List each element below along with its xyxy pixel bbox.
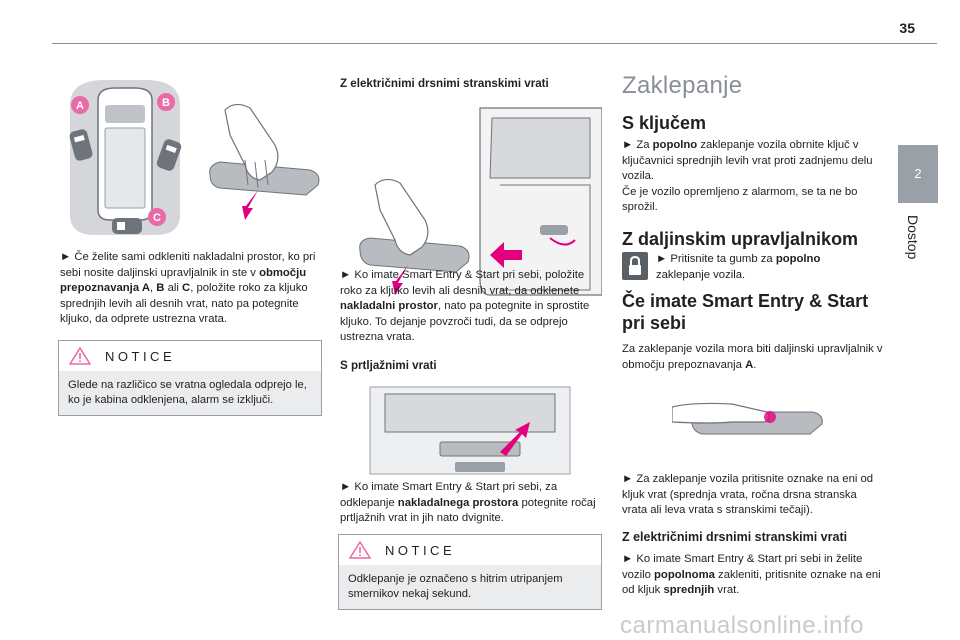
key-fob-rear-icon [112, 218, 142, 234]
chapter-label: Dostop [905, 215, 921, 260]
col1-paragraph: ► Če želite sami odkleniti nakladalni prostor, ko pri sebi nosite daljinski upravljalnik in ste v območju prepoznavanja A, B ali C, položite roko za kljuko sprednjih levih ali desnih vrat, nato pa potegnite kljuko, da odprete ustrezna vrata. [60, 251, 316, 325]
heading-key: S ključem [622, 113, 707, 133]
tailgate-illustration [340, 382, 602, 478]
page-number: 35 [899, 20, 915, 36]
section-title: Zaklepanje [622, 72, 743, 99]
hand-on-handle-illustration [210, 104, 319, 220]
smart-paragraph-2: ► Za zaklepanje vozila pritisnite oznake na eni od kljuk vrat (sprednja vrata, ročna drsna stranska vrata ali leva vrata s stranskimi tečaji). [622, 473, 874, 516]
heading-smart-entry: Če imate Smart Entry & Start pri sebi [622, 291, 869, 333]
header-divider [52, 43, 937, 44]
notice-title: NOTICE [105, 348, 176, 364]
recognition-zone-illustration [60, 60, 322, 240]
col1-notice [58, 340, 322, 416]
section-heading-tailgate: S prtljažnimi vrati [340, 359, 437, 372]
door-handle-press-illustration [672, 382, 832, 452]
column-left [60, 60, 322, 325]
section-heading-sliding: Z električnimi drsnimi stranskimi vrati [340, 77, 549, 90]
watermark: carmanualsonline.info [620, 612, 864, 639]
warning-icon [349, 541, 371, 559]
remote-row [622, 252, 884, 283]
notice-title: NOTICE [385, 542, 456, 558]
remote-paragraph: ► Pritisnite ta gumb za popolno zaklepanje vozila. [656, 253, 821, 281]
car-windshield [105, 105, 145, 123]
col2-paragraph-1: ► Ko imate Smart Entry & Start pri sebi, položite roko za kljuko levih ali desnih vrat, da odklenete nakladalni prostor, nato pa potegnite in sprostite kljuko. To dejanje povzroči tudi, da se odprejo ustrezna vrata. [340, 269, 590, 343]
callout-c-label: C [153, 212, 161, 224]
notice-text: Odklepanje je označeno s hitrim utripanjem smernikov nekaj sekund. [339, 565, 601, 609]
smart-paragraph-1: Za zaklepanje vozila mora biti daljinski upravljalnik v območju prepoznavanja A. [622, 343, 883, 371]
lock-button-icon [622, 252, 648, 280]
key-paragraph: ► Za popolno zaklepanje vozila obrnite ključ v ključavnici sprednjih levih vrat proti zadnjemu delu vozila. Če je vozilo opremljeno z alarmom, se ta ne bo sprožil. [622, 139, 873, 213]
warning-icon [69, 347, 91, 365]
car-roof [105, 128, 145, 208]
heading-remote: Z daljinskim upravljalnikom [622, 229, 859, 249]
sliding-paragraph: ► Ko imate Smart Entry & Start pri sebi in želite vozilo popolnoma zakleniti, pritisnite oznake na eni od kljuk sprednjih vrat. [622, 553, 881, 596]
col2-paragraph-2: ► Ko imate Smart Entry & Start pri sebi, za odklepanje nakladalnega prostora potegnite ročaj prtljažnih vrat in jih nato dvignite. [340, 481, 596, 524]
callout-b-label: B [162, 97, 170, 109]
callout-a-label: A [76, 100, 84, 112]
chapter-tab: 2 [898, 145, 938, 203]
notice-text: Glede na različico se vratna ogledala odprejo le, ko je kabina odklenjena, alarm se izključi. [59, 371, 321, 415]
heading-sliding-doors: Z električnimi drsnimi stranskimi vrati [622, 530, 848, 544]
col2-notice [338, 534, 602, 610]
